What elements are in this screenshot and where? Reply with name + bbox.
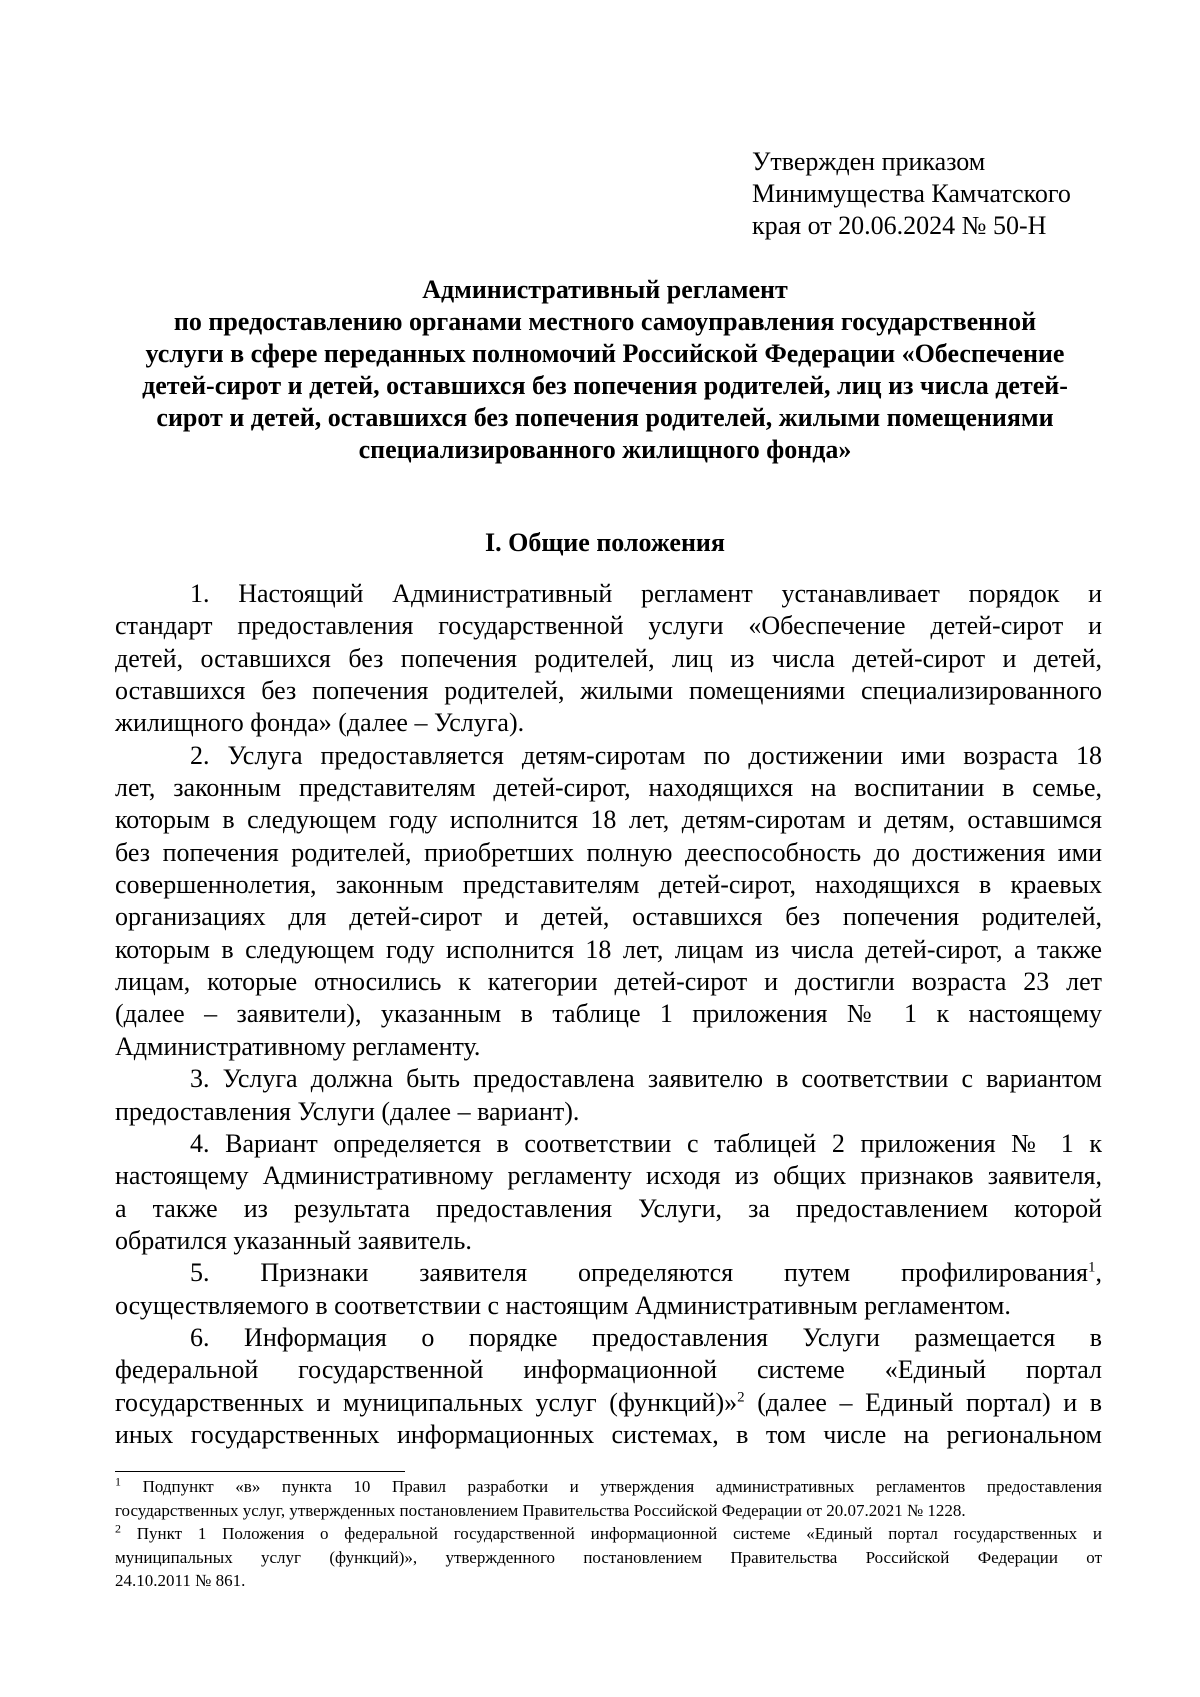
footnote-1 <box>115 1475 1102 1522</box>
footnote-line <box>115 1475 1102 1499</box>
footnote-line: 24.10.2011 № 861. <box>115 1571 246 1590</box>
text-line: а также из результата предоставления Услуги, за предоставлением которой <box>115 1193 1102 1223</box>
footnote-mark: 2 <box>115 1521 121 1536</box>
text-segment: (далее – Единый портал) и в <box>744 1387 1102 1417</box>
text-segment: , <box>1095 1258 1102 1288</box>
body-text <box>115 578 1102 1451</box>
footnotes <box>115 1475 1102 1593</box>
paragraph-1 <box>115 578 1102 740</box>
text-line <box>115 1387 1102 1419</box>
text-line: которым в следующем году исполнится 18 лет, лицам из числа детей-сирот, а также <box>115 934 1102 964</box>
text-line: осуществляемого в соответствии с настоящим Административным регламентом. <box>115 1290 1011 1320</box>
text-line: иных государственных информационных системах, в том числе на региональном <box>115 1419 1102 1449</box>
footnote-2 <box>115 1522 1102 1593</box>
document-title <box>110 274 1100 466</box>
text-line: настоящему Административному регламенту исходя из общих признаков заявителя, <box>115 1161 1102 1191</box>
paragraph-2 <box>115 740 1102 1063</box>
text-line: детей, оставшихся без попечения родителей, лиц из числа детей-сирот и детей, <box>115 643 1102 673</box>
text-line: которым в следующем году исполнится 18 лет, детям-сиротам и детям, оставшимся <box>115 805 1102 835</box>
text-line: 2. Услуга предоставляется детям-сиротам по достижении ими возраста 18 <box>190 740 1102 770</box>
text-line <box>115 1257 1102 1289</box>
text-line: обратился указанный заявитель. <box>115 1225 472 1255</box>
approval-line: Утвержден приказом <box>752 147 986 176</box>
text-segment: государственных и муниципальных услуг (функций)» <box>115 1387 738 1417</box>
text-line: Административному регламенту. <box>115 1031 481 1061</box>
text-line: федеральной государственной информационной системе «Единый портал <box>115 1355 1102 1385</box>
text-line: организациях для детей-сирот и детей, оставшихся без попечения родителей, <box>115 902 1102 932</box>
footnote-line <box>115 1522 1102 1546</box>
paragraph-5 <box>115 1257 1102 1322</box>
approval-stamp <box>752 146 1172 242</box>
text-line: оставшихся без попечения родителей, жилыми помещениями специализированного <box>115 676 1102 706</box>
text-line: без попечения родителей, приобретших полную дееспособность до достижения ими <box>115 837 1102 867</box>
section-heading: I. Общие положения <box>485 528 725 557</box>
text-segment: 5. Признаки заявителя определяются путем профилирования <box>190 1258 1088 1288</box>
text-line: совершеннолетия, законным представителям детей-сирот, находящихся в краевых <box>115 870 1102 900</box>
title-line: детей-сирот и детей, оставшихся без попечения родителей, лиц из числа детей- <box>142 371 1068 400</box>
footnote-ref-2[interactable]: 2 <box>737 1388 745 1405</box>
text-line: 4. Вариант определяется в соответствии с таблицей 2 приложения № 1 к <box>190 1128 1102 1158</box>
footnote-line: муниципальных услуг (функций)», утвержденного постановлением Правительства Российской Федерации от <box>115 1547 1102 1567</box>
text-line: 3. Услуга должна быть предоставлена заявителю в соответствии с вариантом <box>190 1064 1102 1094</box>
text-segment: Пункт 1 Положения о федеральной государственной информационной системе «Единый портал государственных и <box>121 1524 1102 1543</box>
footnote-ref-1[interactable]: 1 <box>1088 1259 1096 1276</box>
title-line: по предоставлению органами местного самоуправления государственной <box>173 307 1037 336</box>
title-line: Административный регламент <box>422 275 788 304</box>
title-line: услуги в сфере переданных полномочий Российской Федерации «Обеспечение <box>145 339 1065 368</box>
paragraph-4 <box>115 1128 1102 1257</box>
approval-line: Минимущества Камчатского <box>752 179 1071 208</box>
paragraph-6 <box>115 1322 1102 1451</box>
title-line: сирот и детей, оставшихся без попечения родителей, жилыми помещениями <box>156 403 1054 432</box>
title-line: специализированного жилищного фонда» <box>358 435 852 464</box>
text-line: лет, законным представителям детей-сирот, находящихся на воспитании в семье, <box>115 773 1102 803</box>
footnote-divider <box>115 1471 405 1472</box>
paragraph-3 <box>115 1063 1102 1128</box>
text-line: 6. Информация о порядке предоставления Услуги размещается в <box>190 1322 1102 1352</box>
text-line: 1. Настоящий Административный регламент устанавливает порядок и <box>190 579 1102 608</box>
text-line: (далее – заявители), указанным в таблице 1 приложения № 1 к настоящему <box>115 999 1102 1029</box>
text-segment: Подпункт «в» пункта 10 Правил разработки и утверждения административных регламентов предоставления <box>121 1477 1102 1496</box>
text-line: лицам, которые относились к категории детей-сирот и достигли возраста 23 лет <box>115 967 1102 997</box>
footnote-mark: 1 <box>115 1474 121 1489</box>
approval-line: края от 20.06.2024 № 50-Н <box>752 211 1047 240</box>
text-line: жилищного фонда» (далее – Услуга). <box>115 708 525 738</box>
text-line: предоставления Услуги (далее – вариант). <box>115 1096 580 1126</box>
text-line: стандарт предоставления государственной услуги «Обеспечение детей-сирот и <box>115 611 1102 641</box>
footnote-line: государственных услуг, утвержденных постановлением Правительства Российской Федерации от 20.07.2021 № 1228. <box>115 1500 966 1520</box>
